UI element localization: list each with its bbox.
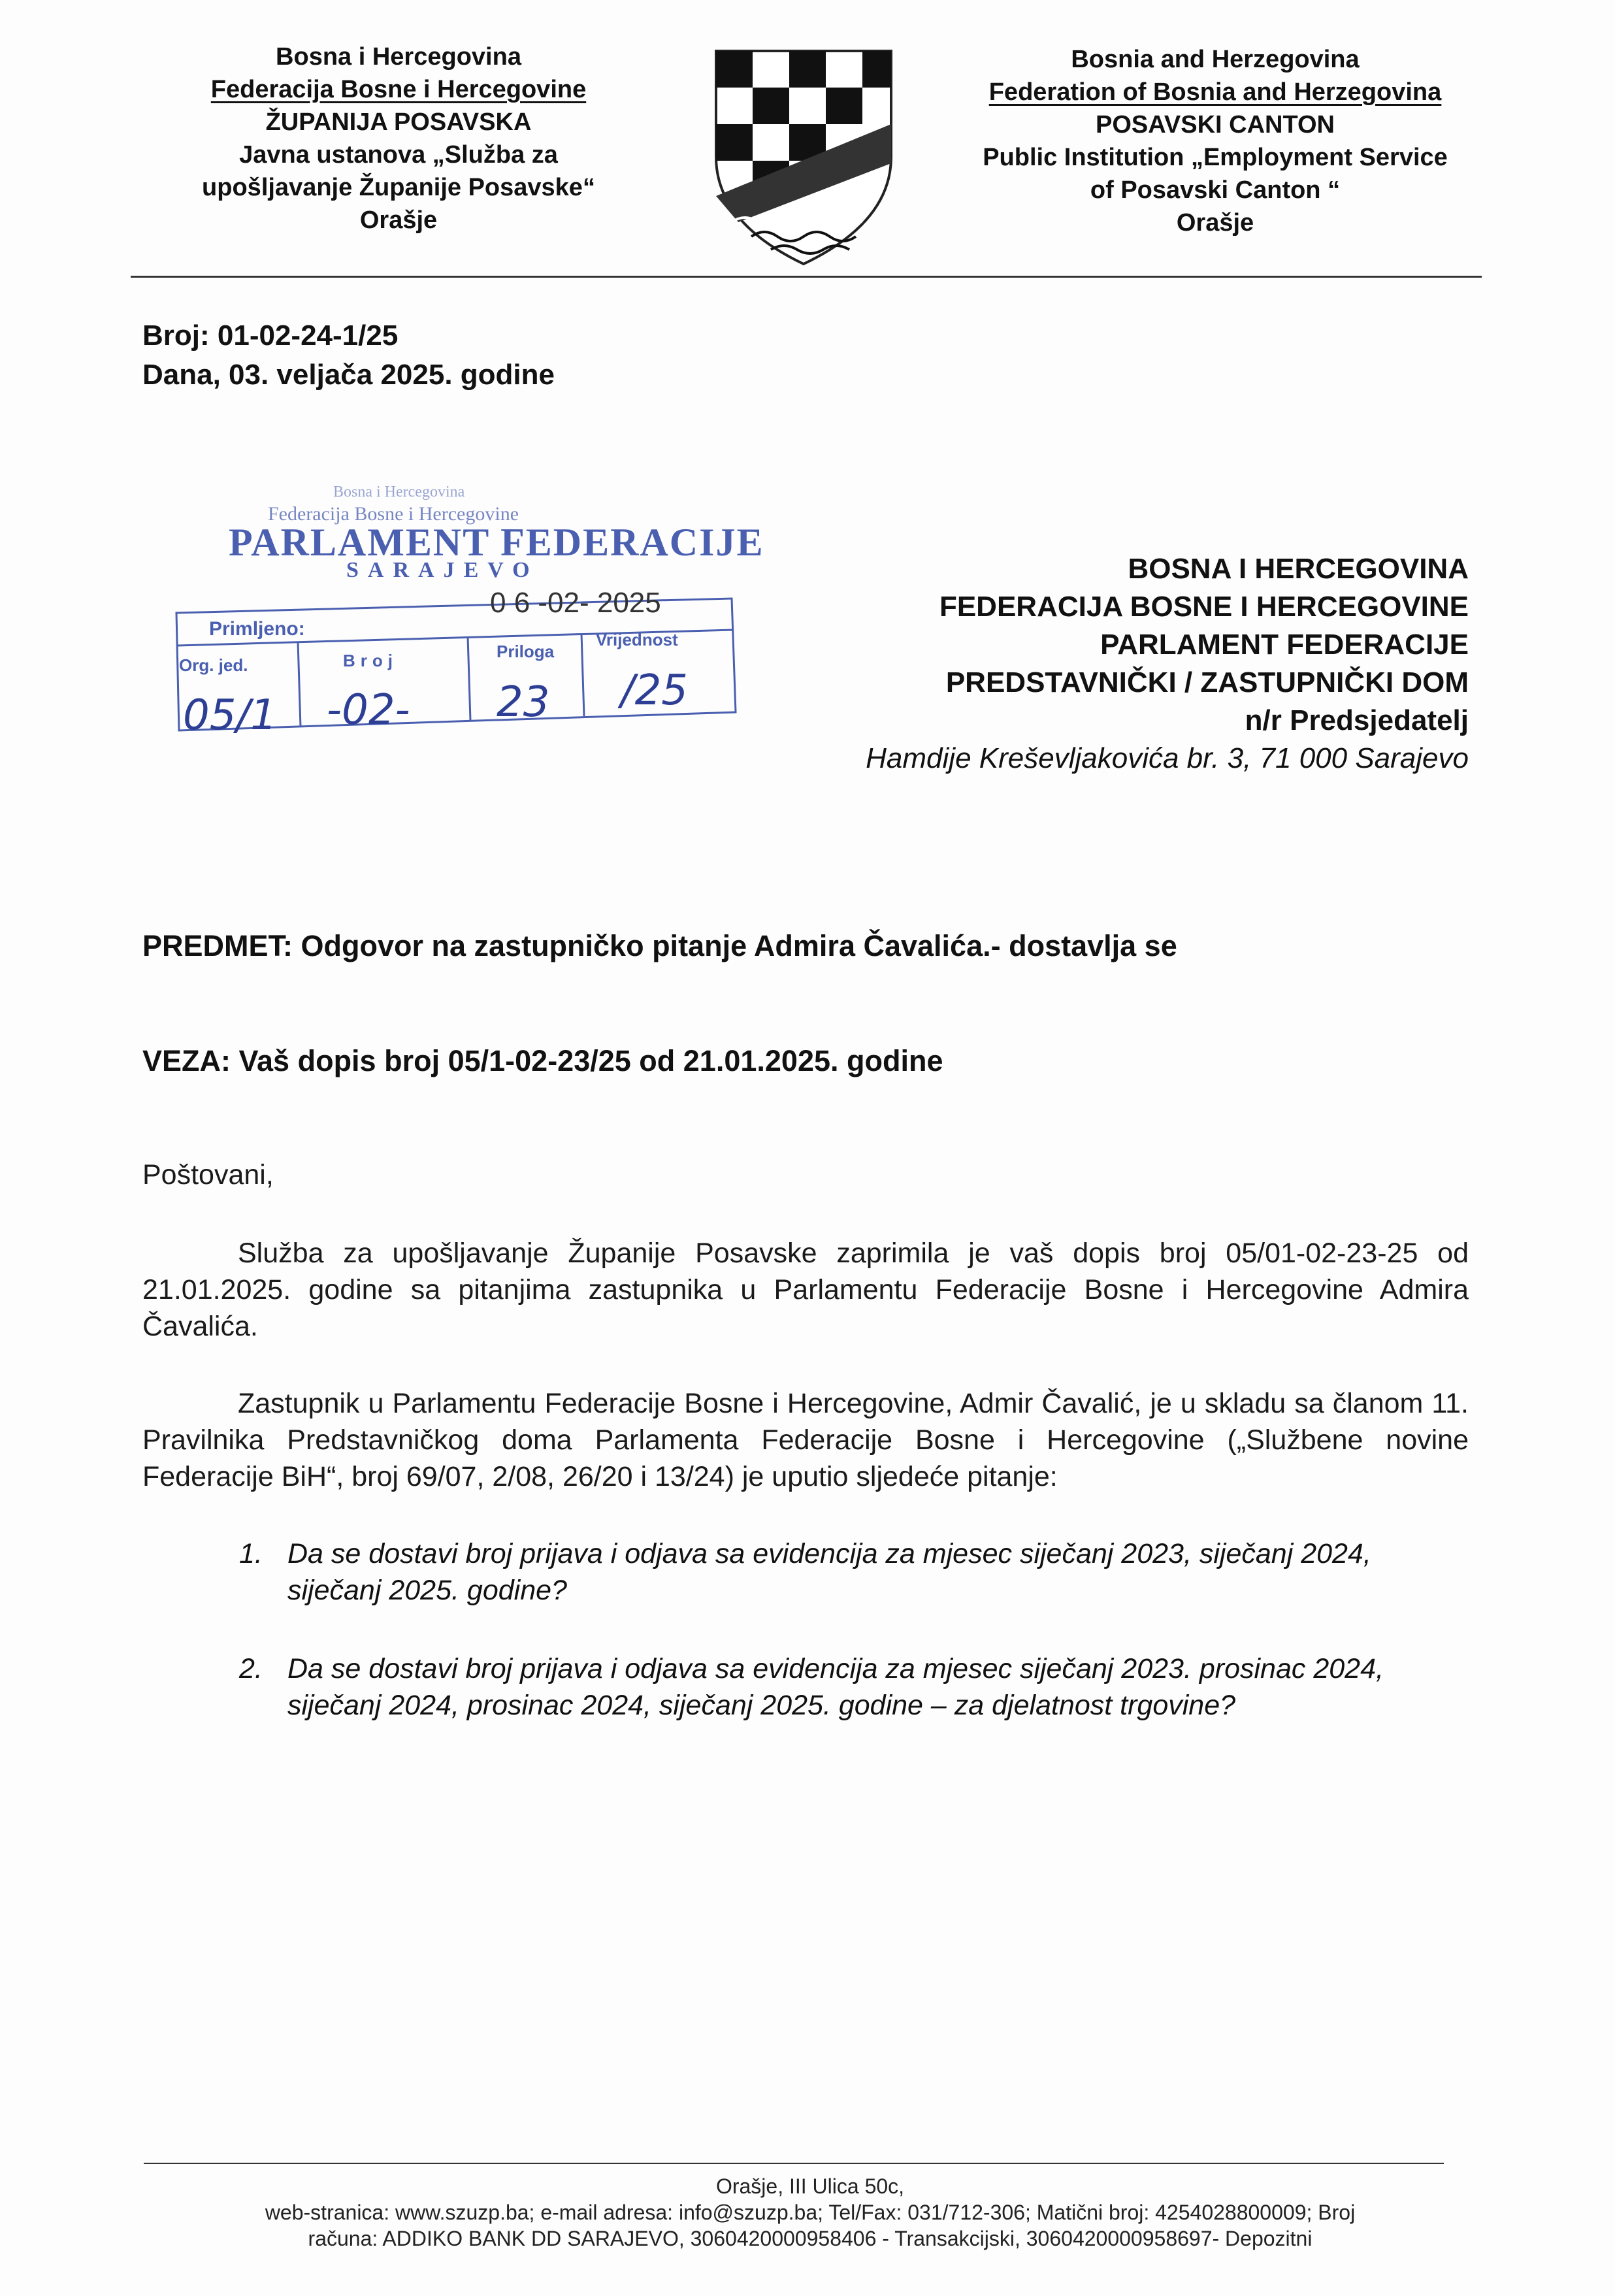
stamp-col-vrijednost: Vrijednost (596, 630, 678, 649)
header-right (921, 43, 1509, 239)
reference-date: Dana, 03. veljača 2025. godine (142, 359, 555, 391)
header-left-line2: Federacija Bosne i Hercegovine (210, 76, 587, 103)
stamp-hand-priloga: 23 (497, 678, 550, 727)
stamp-line3: PARLAMENT FEDERACIJE (229, 521, 764, 564)
header-divider (131, 276, 1482, 278)
stamp-date: 0 6 -02- 2025 (490, 587, 661, 619)
recipient-line2: FEDERACIJA BOSNE I HERCEGOVINE (939, 591, 1469, 623)
stamp-col-org: Org. jed. (179, 655, 248, 675)
paragraph-1: Služba za upošljavanje Županije Posavske zaprimila je vaš dopis broj 05/01-02-23-25 od 21.01.2025. godine sa pitanjima zastupnika u Parlamentu Federacije Bosne i Hercegovine Admira Čavalića. (142, 1238, 1469, 1342)
salutation: Poštovani, (142, 1159, 274, 1190)
header-right-line3: POSAVSKI CANTON (1096, 111, 1335, 139)
header-right-line5: of Posavski Canton “ (1090, 176, 1341, 204)
header-right-line2: Federation of Bosnia and Herzegovina (988, 78, 1442, 106)
paragraph-2: Zastupnik u Parlamentu Federacije Bosne i Hercegovine, Admir Čavalić, je u skladu sa članom 11. Pravilnika Predstavničkog doma Parlamenta Federacije Bosne i Hercegovine („Službene novine Federacije BiH“, broj 69/07, 2/08, 26/20 i 13/24) je uputio sljedeće pitanje: (142, 1388, 1469, 1492)
footer-line1: Orašje, III Ulica 50c, (715, 2174, 905, 2198)
link-line: VEZA: Vaš dopis broj 05/1-02-23/25 od 21.01.2025. godine (142, 1044, 943, 1077)
reference-number: Broj: 01-02-24-1/25 (142, 320, 399, 352)
received-stamp (170, 470, 764, 758)
header-right-line6: Orašje (1176, 209, 1254, 237)
stamp-line2: Federacija Bosne i Hercegovine (268, 503, 519, 525)
recipient-address: Hamdije Kreševljakovića br. 3, 71 000 Sarajevo (866, 742, 1469, 774)
header-left-line5: upošljavanje Županije Posavske“ (202, 174, 595, 201)
recipient-line1: BOSNA I HERCEGOVINA (1128, 553, 1469, 585)
reference-block (142, 316, 555, 395)
stamp-hand-broj: -02- (327, 686, 410, 734)
stamp-line1: Bosna i Hercegovina (333, 484, 465, 500)
header-right-line1: Bosnia and Herzegovina (1071, 46, 1360, 73)
stamp-col-broj: Broj (343, 651, 398, 670)
recipient-line5: n/r Predsjedatelj (1245, 704, 1469, 736)
question-number: 1. (239, 1538, 263, 1569)
footer-line2: web-stranica: www.szuzp.ba; e-mail adresa: info@szuzp.ba; Tel/Fax: 031/712-306; Matični broj: 4254028800009; Broj (265, 2201, 1356, 2224)
header-left-line3: ŽUPANIJA POSAVSKA (265, 108, 532, 136)
header-left-line6: Orašje (359, 206, 438, 234)
stamp-hand-org: 05/1 (183, 691, 277, 740)
header-right-line4: Public Institution „Employment Service (983, 144, 1448, 171)
question-item-2 (239, 1650, 1467, 1729)
recipient-line3: PARLAMENT FEDERACIJE (1100, 629, 1469, 661)
svg-text:⚜: ⚜ (849, 180, 867, 203)
recipient-block (866, 550, 1469, 778)
question-item-1 (239, 1535, 1467, 1614)
stamp-received-label: Primljeno: (209, 618, 305, 640)
header-left (150, 41, 647, 237)
header-left-line4: Javna ustanova „Služba za (239, 141, 558, 169)
footer (131, 2173, 1490, 2252)
question-number: 2. (239, 1653, 263, 1684)
subject-line: PREDMET: Odgovor na zastupničko pitanje Admira Čavalića.- dostavlja se (142, 929, 1177, 962)
stamp-col-priloga: Priloga (497, 642, 555, 661)
recipient-line4: PREDSTAVNIČKI / ZASTUPNIČKI DOM (945, 666, 1469, 698)
coat-of-arms-logo (712, 46, 895, 268)
question-text: Da se dostavi broj prijava i odjava sa evidencija za mjesec siječanj 2023. prosinac 2024, siječanj 2024, prosinac 2024, siječanj 2025. godine – za djelatnost trgovine? (287, 1653, 1384, 1721)
question-text: Da se dostavi broj prijava i odjava sa evidencija za mjesec siječanj 2023, siječanj 2024, siječanj 2025. godine? (287, 1538, 1371, 1606)
footer-line3: računa: ADDIKO BANK DD SARAJEVO, 3060420000958406 - Transakcijski, 3060420000958697- Depozitni (308, 2227, 1313, 2250)
footer-divider (144, 2163, 1444, 2164)
header-left-line1: Bosna i Hercegovina (276, 43, 521, 71)
stamp-hand-vrijednost: /25 (621, 666, 688, 715)
stamp-line4: SARAJEVO (346, 558, 539, 582)
